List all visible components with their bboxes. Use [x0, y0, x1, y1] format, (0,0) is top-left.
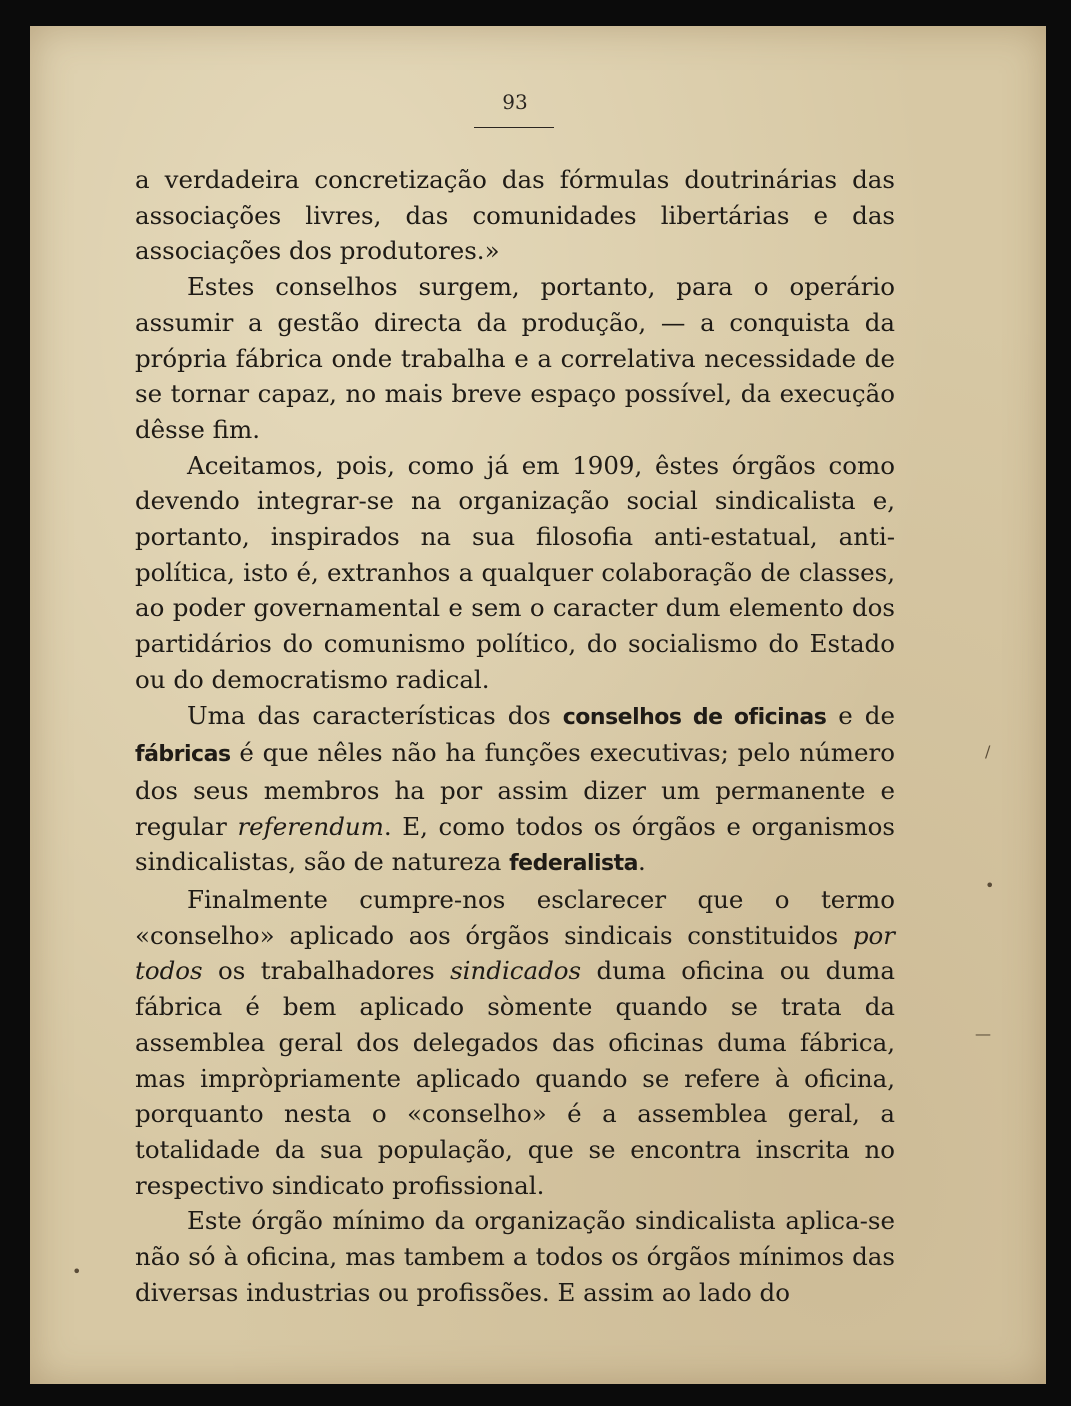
text-segment: Finalmente cumpre-nos esclarecer que o termo «conselho» aplicado aos órgãos sindicais constituidos [135, 885, 895, 950]
italic-term: referendum [237, 811, 384, 841]
page-number: 93 [502, 90, 528, 114]
bold-term: fábricas [135, 742, 231, 768]
text-segment: Este órgão mínimo da organização sindicalista aplica-se não só à oficina, mas tambem a todos os órgãos mínimos das diversas industrias ou profissões. E assim ao lado do [135, 1206, 895, 1307]
italic-term: sindicados [450, 956, 582, 986]
paragraph [135, 448, 895, 698]
text-segment: duma oficina ou duma fábrica é bem aplicado sòmente quando se trata da assemblea geral dos delegados das oficinas duma fábrica, mas impròpriamente aplicado quando se refere à oficina, porquanto nesta o «conselho» é a assemblea geral, a totalidade da sua população, que se encontra inscrita no respectivo sindicato profissional. [135, 956, 895, 1200]
text-segment: Uma das características dos [187, 700, 563, 730]
text-segment: . [638, 847, 646, 877]
bold-term: conselhos de oficinas [562, 704, 827, 730]
paragraph [135, 269, 895, 448]
text-segment: a verdadeira concretização das fórmulas doutrinárias das associações livres, das comunidades libertárias e das associações dos produtores.» [135, 165, 895, 266]
page-number-rule [474, 127, 554, 128]
text-segment: os trabalhadores [202, 956, 451, 986]
text-segment: . E, como todos os órgãos e organismos sindicalistas, são de natureza [135, 811, 895, 877]
paragraph [135, 1203, 895, 1310]
bold-term: federalista [509, 851, 638, 877]
paragraph [135, 698, 895, 883]
paragraph [135, 162, 895, 269]
italic-term: por todos [135, 920, 895, 986]
text-segment: é que nêles não ha funções executivas; pelo número dos seus membros ha por assim dizer um permanente e regular [135, 738, 895, 841]
paragraph [135, 882, 895, 1203]
text-segment: Aceitamos, pois, como já em 1909, êstes órgãos como devendo integrar-se na organização social sindicalista e, portanto, inspirados na sua filosofia anti-estatual, anti-política, isto é, extranhos a qualquer colaboração de classes, ao poder governamental e sem o caracter dum elemento dos partidários do comunismo político, do socialismo do Estado ou do democratismo radical. [135, 450, 895, 694]
text-segment: e de [826, 700, 895, 730]
margin-mark: • [72, 1262, 82, 1281]
margin-mark: / [985, 742, 991, 761]
margin-mark: • [985, 876, 995, 895]
text-segment: Estes conselhos surgem, portanto, para o operário assumir a gestão directa da produção, — a conquista da própria fábrica onde trabalha e a correlativa necessidade de se tornar capaz, no mais breve espaço possível, da execução dêsse fim. [135, 272, 895, 444]
body-text [135, 162, 895, 1311]
margin-mark: — [975, 1024, 991, 1043]
